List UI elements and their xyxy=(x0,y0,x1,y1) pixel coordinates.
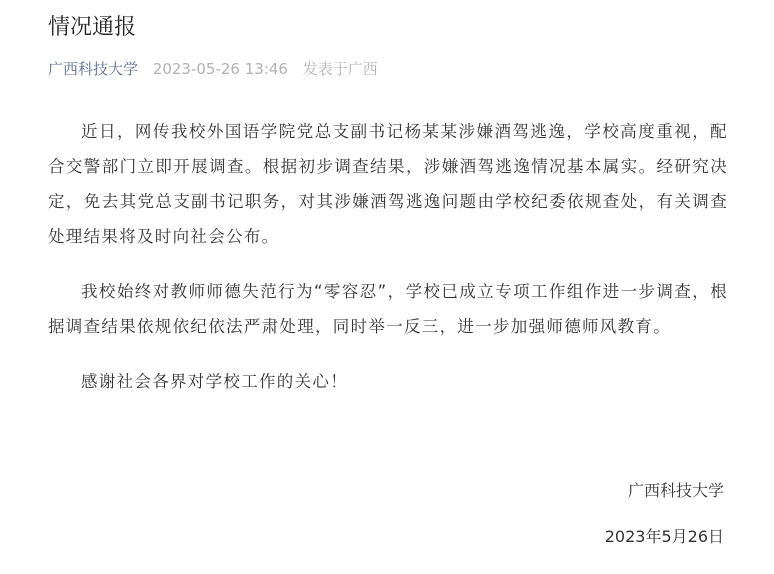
article-meta xyxy=(48,58,378,80)
account-name-link[interactable]: 广西科技大学 xyxy=(48,60,139,78)
paragraph-2: 我校始终对教师师德失范行为“零容忍”，学校已成立专项工作组作进一步调查，根据调查结果依规依纪依法严肃处理，同时举一反三，进一步加强师德师风教育。 xyxy=(48,282,728,336)
article-content xyxy=(48,114,728,399)
article-title: 情况通报 xyxy=(48,15,137,40)
publish-location: 发表于广西 xyxy=(302,60,378,78)
paragraph-1: 近日，网传我校外国语学院党总支副书记杨某某涉嫌酒驾逃逸，学校高度重视，配合交警部门立即开展调查。根据初步调查结果，涉嫌酒驾逃逸情况基本属实。经研究决定，免去其党总支副书记职务，对其涉嫌酒驾逃逸问题由学校纪委依规查处，有关调查处理结果将及时向社会公布。 xyxy=(48,122,728,246)
signature-org: 广西科技大学 xyxy=(627,481,724,500)
publish-time: 2023-05-26 13:46 xyxy=(152,60,288,78)
paragraph-3: 感谢社会各界对学校工作的关心！ xyxy=(81,372,348,391)
signature-date: 2023年5月26日 xyxy=(604,527,724,546)
